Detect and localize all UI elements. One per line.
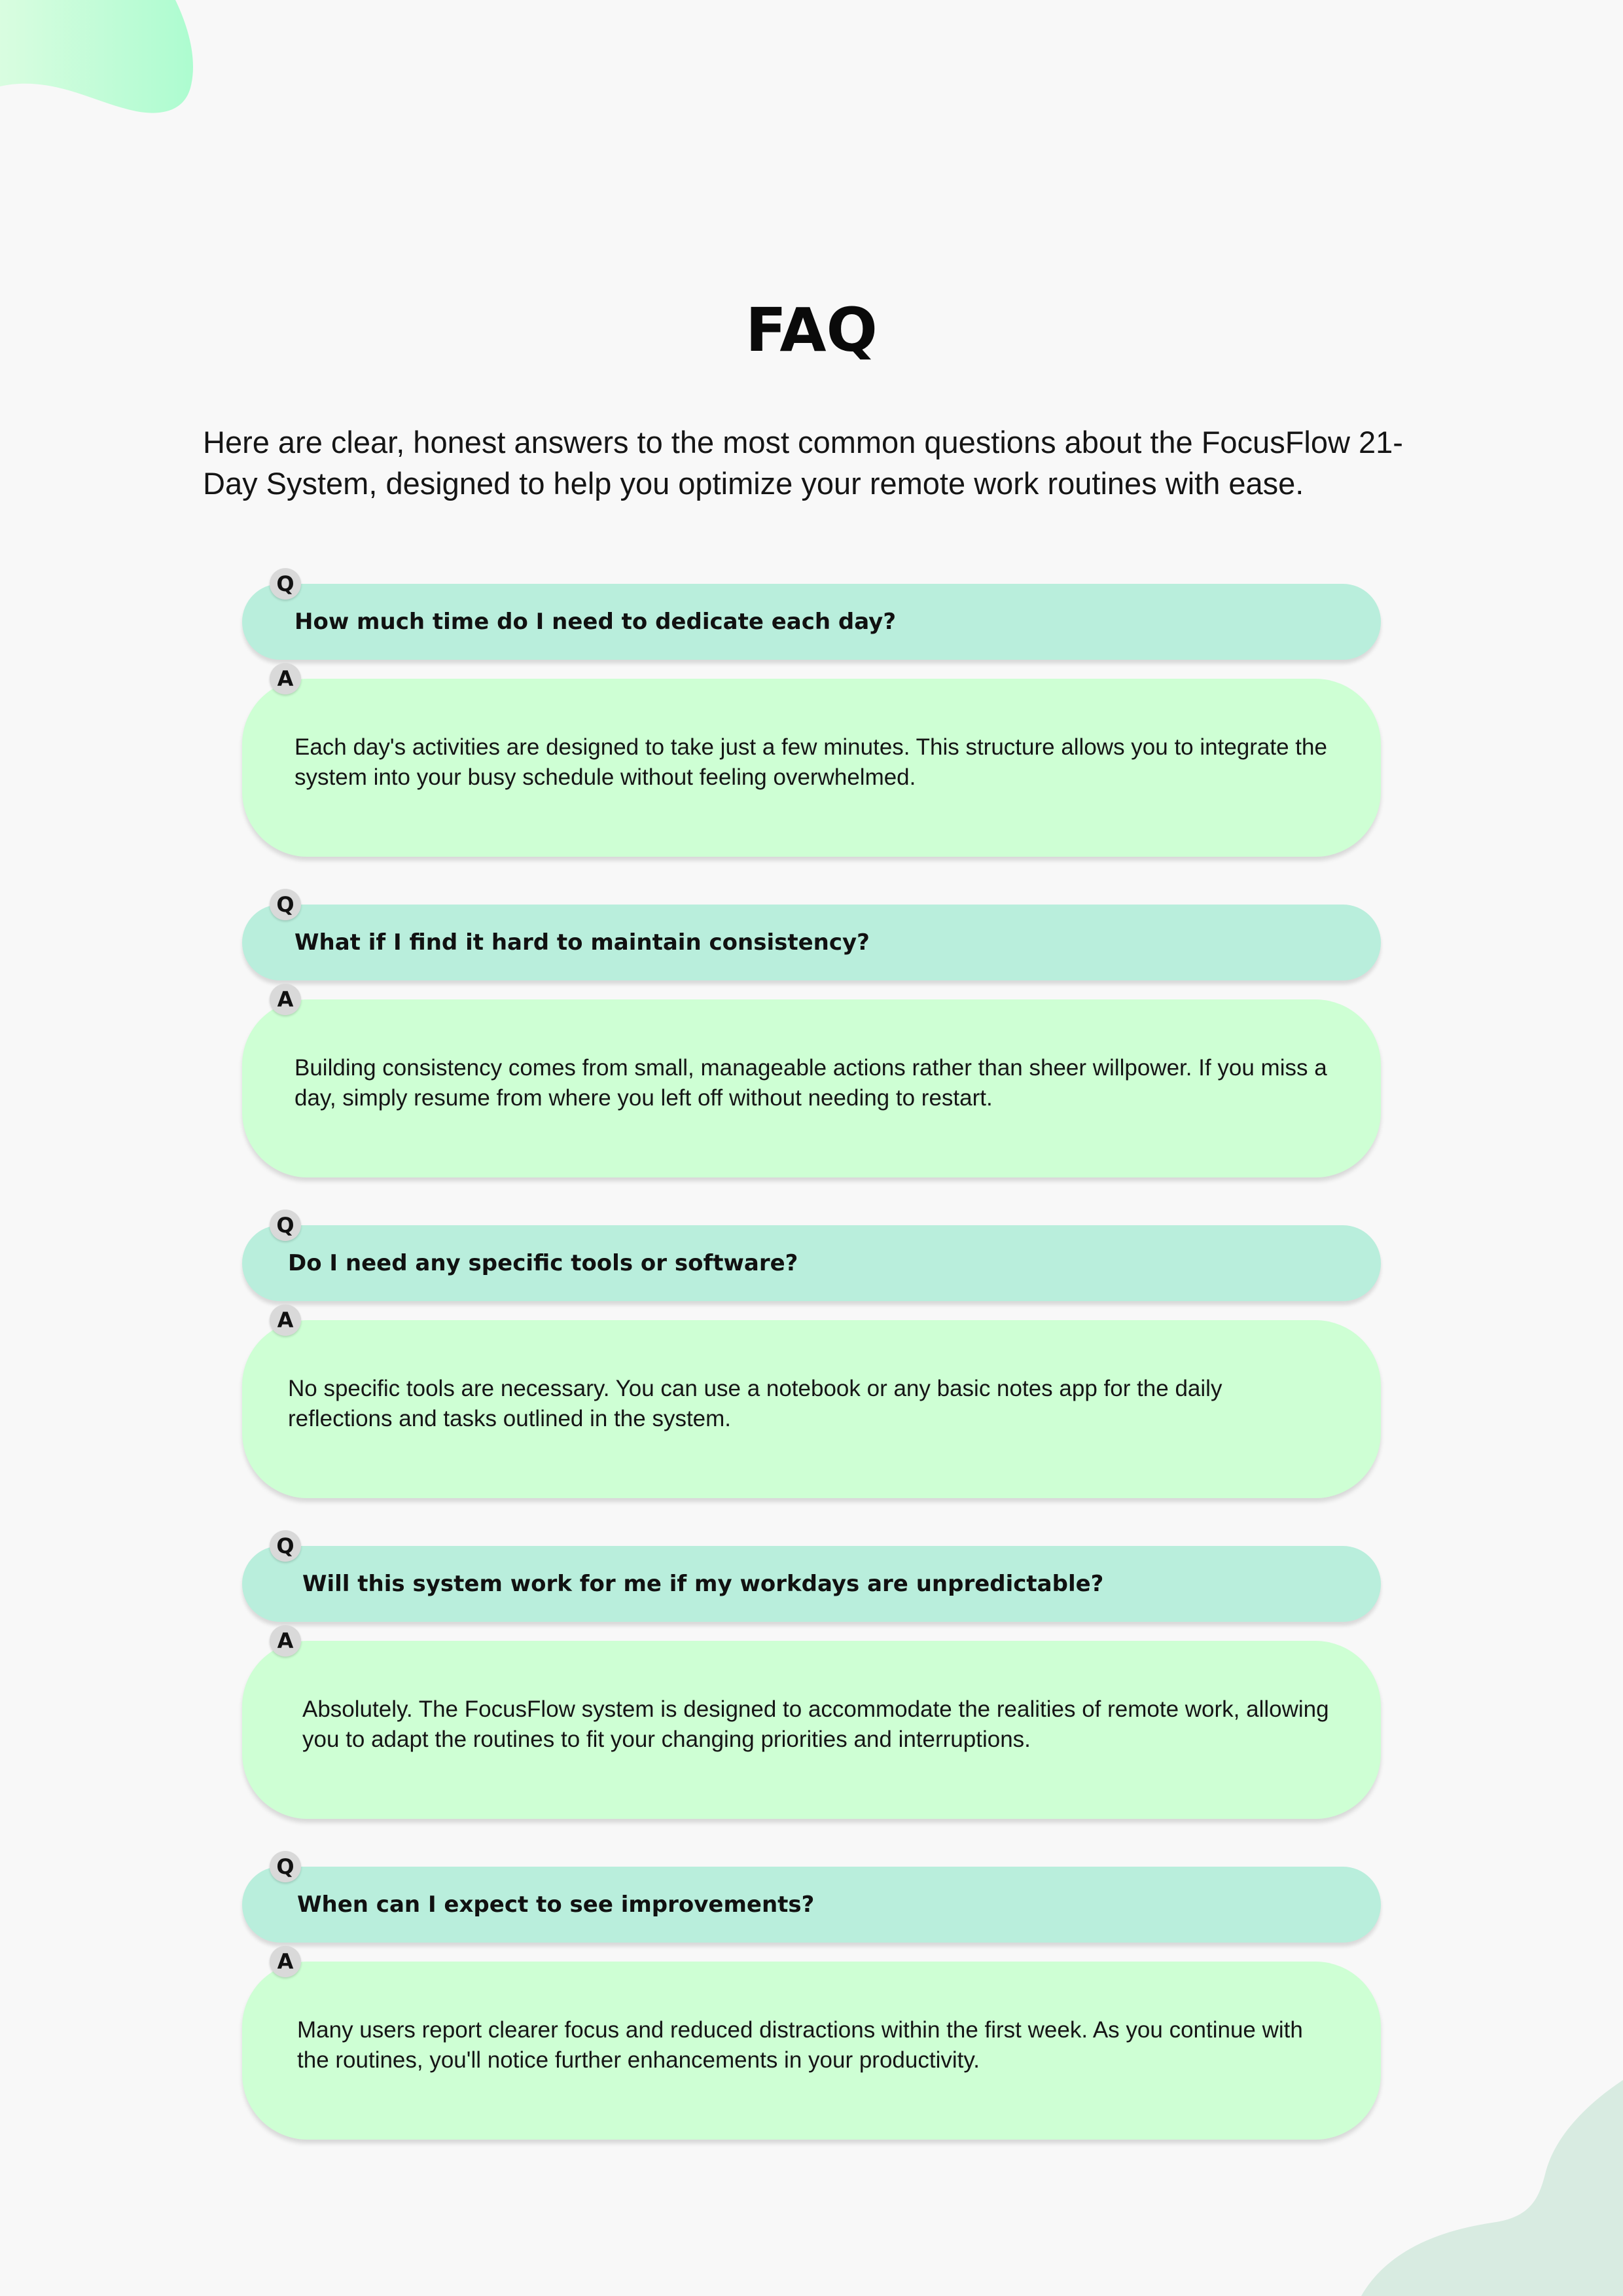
answer-badge: A [270,1304,301,1336]
question-text: How much time do I need to dedicate each day? [294,609,897,635]
answer-text: Each day's activities are designed to take just a few minutes. This structure allows you to integrate the system into your busy schedule without feeling overwhelmed. [294,734,1327,790]
answer-card [242,1962,1381,2140]
question-bar [242,905,1381,980]
answer-text: No specific tools are necessary. You can use a notebook or any basic notes app for the daily reflections and tasks outlined in the system. [288,1376,1222,1431]
faq-item [242,1854,1381,2187]
question-bar [242,584,1381,660]
answer-badge: A [270,1946,301,1977]
faq-item [242,892,1381,1225]
question-text: Do I need any specific tools or software? [288,1250,798,1276]
faq-item [242,1213,1381,1546]
question-bar [242,1867,1381,1943]
answer-card [242,1641,1381,1819]
answer-card [242,679,1381,857]
faq-item [242,571,1381,905]
question-bar [242,1225,1381,1301]
faq-item [242,1534,1381,1867]
page-title: FAQ [745,295,878,365]
question-badge: Q [270,1530,301,1562]
question-bar [242,1546,1381,1622]
answer-badge: A [270,1625,301,1657]
question-text: What if I find it hard to maintain consistency? [294,929,870,956]
answer-text: Building consistency comes from small, manageable actions rather than sheer willpower. If you miss a day, simply resume from where you left off without needing to restart. [294,1055,1327,1111]
decorative-blob-top-left [0,0,209,124]
question-badge: Q [270,568,301,600]
question-text: When can I expect to see improvements? [297,1892,815,1918]
answer-card [242,999,1381,1177]
decorative-blob-bottom-right [1361,2080,1623,2296]
intro-paragraph: Here are clear, honest answers to the most common questions about the FocusFlow 21-Day System, designed to help you optimize your remote work routines with ease. [203,425,1403,501]
answer-badge: A [270,984,301,1015]
faq-list [242,571,1381,2187]
question-text: Will this system work for me if my workdays are unpredictable? [302,1571,1104,1597]
answer-card [242,1320,1381,1498]
question-badge: Q [270,1851,301,1882]
question-badge: Q [270,889,301,920]
answer-text: Many users report clearer focus and reduced distractions within the first week. As you continue with the routines, you'll notice further enhancements in your productivity. [297,2017,1303,2073]
question-badge: Q [270,1210,301,1241]
answer-text: Absolutely. The FocusFlow system is designed to accommodate the realities of remote work, allowing you to adapt the routines to fit your changing priorities and interruptions. [302,1696,1329,1752]
answer-badge: A [270,663,301,694]
